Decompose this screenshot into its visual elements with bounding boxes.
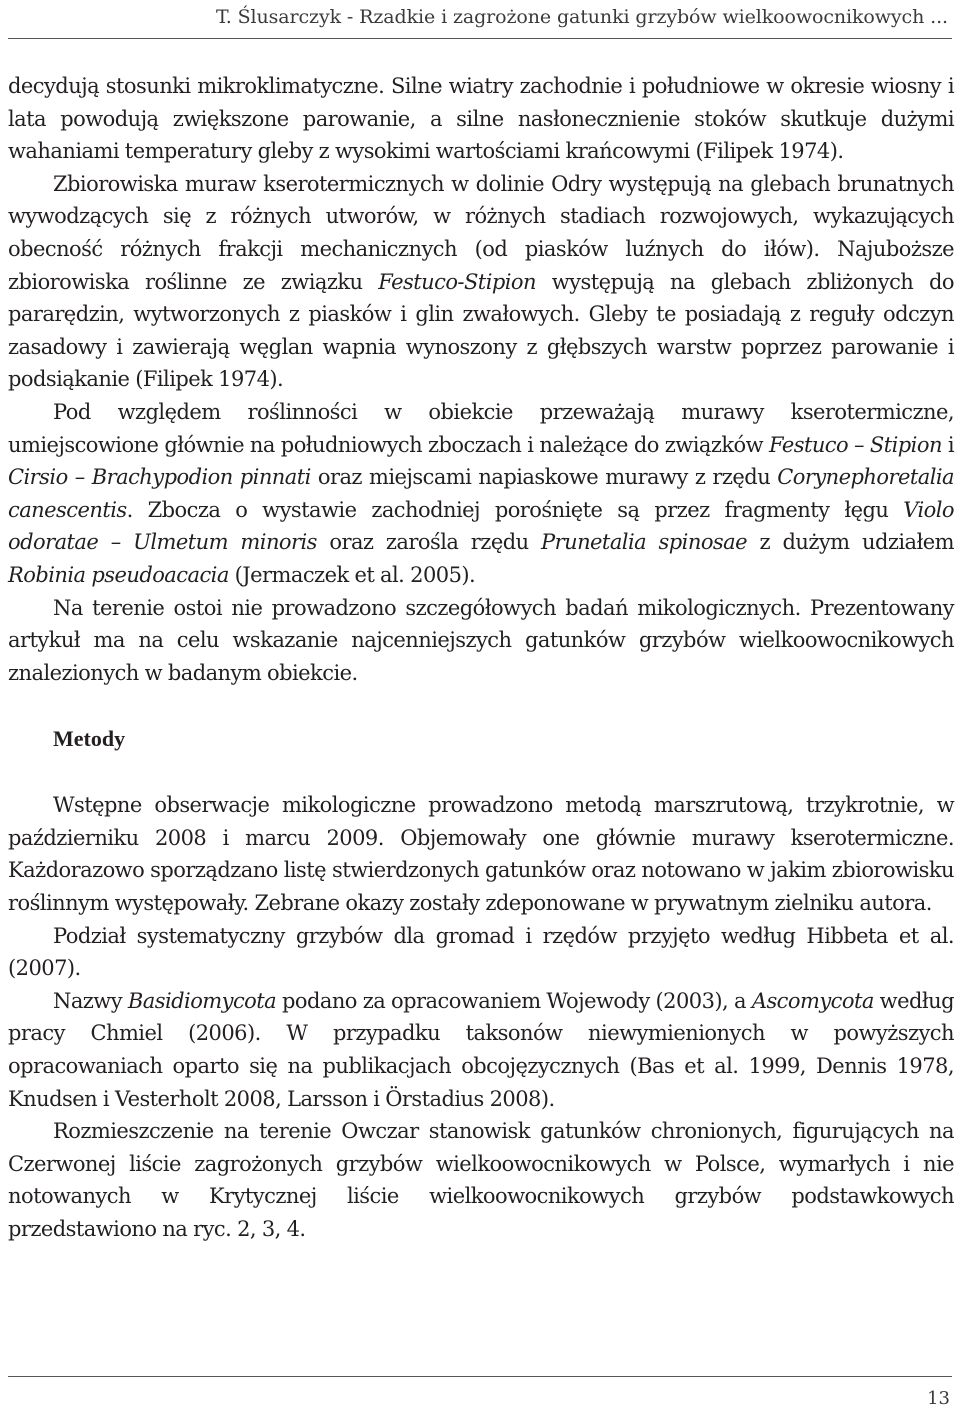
paragraph xyxy=(8,396,954,592)
italic-text-segment: Cirsio – Brachypodion pinnati xyxy=(8,465,311,490)
text-segment: decydują stosunki mikroklimatyczne. Silne wiatry zachodnie i południowe w okresie wiosny i lata powodują zwiększone parowanie, a silne nasłonecznienie stoków skutkuje dużymi wahaniami temperatury gleby z wysokimi wartościami krańcowymi (Filipek 1974). xyxy=(8,74,954,164)
paragraph xyxy=(8,70,954,168)
text-segment: Podział systematyczny grzybów dla gromad i rzędów przyjęto według Hibbeta et al. (2007). xyxy=(8,923,954,981)
text-segment: podano za opracowaniem Wojewody (2003), a xyxy=(276,988,752,1013)
spacer xyxy=(8,755,954,789)
text-segment: (Jermaczek et al. 2005). xyxy=(228,562,476,587)
text-segment: według pracy Chmiel (2006). W przypadku taksonów niewymienionych w powyższych opracowaniach oparto się na publikacjach obcojęzycznych (Bas et al. 1999, Dennis 1978, Knudsen i Vesterholt 2008, Larsson i Örstadius 2008). xyxy=(8,988,954,1111)
italic-text-segment: Basidiomycota xyxy=(127,988,277,1013)
italic-text-segment: Robinia pseudoacacia xyxy=(8,562,229,587)
italic-text-segment: Violo odoratae – Ulmetum minoris xyxy=(8,497,954,555)
italic-text-segment: Corynephoretalia canescentis xyxy=(8,465,955,522)
italic-text-segment: Prunetalia spinosae xyxy=(541,530,747,555)
text-segment: Na terenie ostoi nie prowadzono szczegółowych badań mikologicznych. Prezentowany artykuł ma na celu wskazanie najcenniejszych gatunków grzybów wielkoowocnikowych znalezionych w badanym obiekcie. xyxy=(8,595,954,685)
text-segment: Wstępne obserwacje mikologiczne prowadzono metodą marszrutową, trzykrotnie, w październiku 2008 i marcu 2009. Objemowały one głównie murawy kserotermiczne. Każdorazowo sporządzano listę stwierdzonych gatunków oraz notowano w jakim zbiorowisku roślinnym występowały. Zebrane okazy zostały zdeponowane w prywatnym zielniku autora. xyxy=(8,793,954,916)
italic-text-segment: Festuco-Stipion xyxy=(378,269,536,294)
page-number: 13 xyxy=(927,1388,950,1409)
text-segment: Rozmieszczenie na terenie Owczar stanowisk gatunków chronionych, figurujących na Czerwonej liście zagrożonych grzybów wielkoowocnikowych w Polsce, wymarłych i nie notowanych w Krytycznej liście wielkoowocnikowych grzybów podstawkowych przedstawiono na ryc. 2, 3, 4. xyxy=(8,1119,954,1241)
text-segment: oraz zarośla rzędu xyxy=(316,530,542,555)
section-heading: Metody xyxy=(53,726,126,752)
text-segment: Pod względem roślinności w obiekcie przeważają murawy kserotermiczne, umiejscowione głównie na południowych zboczach i należące do związków xyxy=(8,399,954,457)
text-segment: występują na glebach zbliżonych do pararędzin, wytworzonych z piasków i glin zwałowych. Gleby te posiadają z reguły odczyn zasadowy i zawierają węglan wapnia wynoszony z głębszych warstw poprzez parowanie i podsiąkanie (Filipek 1974). xyxy=(8,269,954,392)
paragraph xyxy=(8,1115,954,1245)
italic-text-segment: Ascomycota xyxy=(751,988,874,1013)
paragraph xyxy=(8,985,954,1115)
body-text xyxy=(8,70,954,1246)
spacer xyxy=(8,689,954,723)
paragraph xyxy=(8,920,954,985)
paragraph xyxy=(8,168,954,396)
running-header: T. Ślusarczyk - Rzadkie i zagrożone gatunki grzybów wielkoowocnikowych ... xyxy=(215,6,948,28)
text-segment: i xyxy=(941,432,955,457)
paragraph xyxy=(8,789,954,919)
paragraphs-before-heading xyxy=(8,70,954,689)
italic-text-segment: Festuco – Stipion xyxy=(768,432,942,457)
footer-divider xyxy=(8,1376,952,1377)
text-segment: . Zbocza o wystawie zachodniej porośnięte są przez fragmenty łęgu xyxy=(126,497,904,522)
text-segment: oraz miejscami napiaskowe murawy z rzędu xyxy=(310,465,778,490)
paragraphs-after-heading xyxy=(8,789,954,1245)
paragraph xyxy=(8,592,954,690)
text-segment: Zbiorowiska muraw kserotermicznych w dolinie Odry występują na glebach brunatnych wywodzących się z różnych utworów, w różnych stadiach rozwojowych, wykazujących obecność różnych frakcji mechanicznych (od piasków luźnych do iłów). Najuboższe zbiorowiska roślinne ze związku xyxy=(8,171,954,294)
text-segment: Nazwy xyxy=(53,988,128,1013)
text-segment: z dużym udziałem xyxy=(747,530,955,555)
header-divider xyxy=(8,38,952,39)
